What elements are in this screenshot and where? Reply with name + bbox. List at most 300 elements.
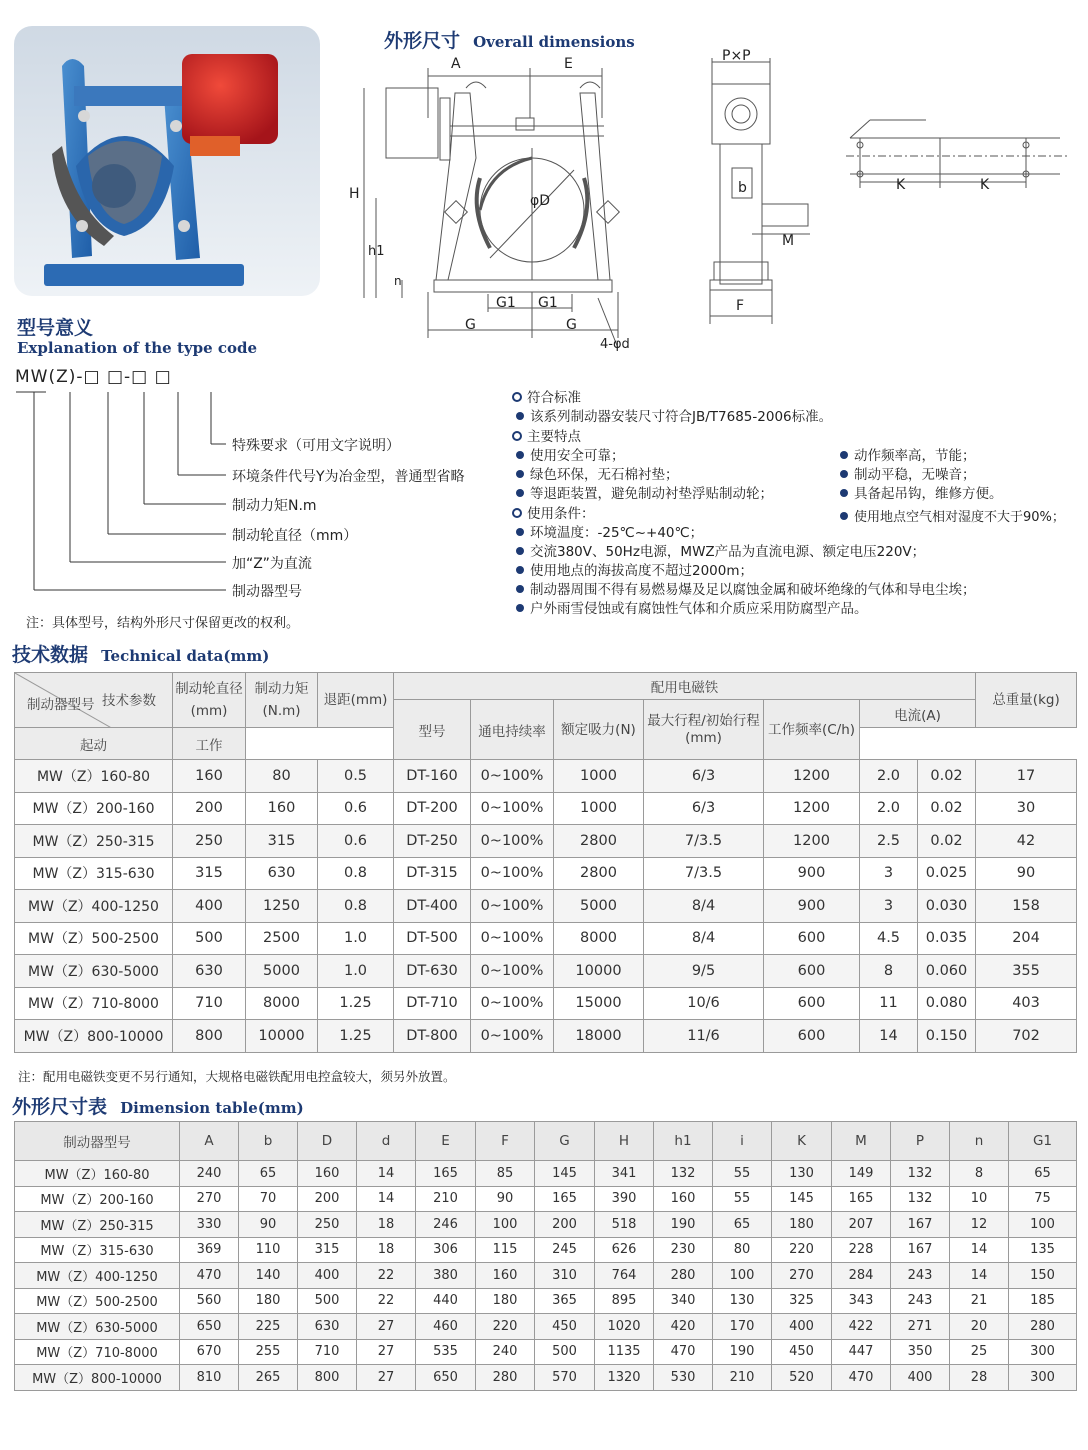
dim-cell: 207: [832, 1212, 891, 1238]
table-row: [15, 1339, 1077, 1365]
dim-cell: 75: [1009, 1186, 1077, 1212]
dim-cell: 343: [832, 1288, 891, 1314]
cell-model: MW（Z）710-8000: [15, 987, 173, 1020]
dim-cell: 535: [416, 1339, 476, 1365]
dim-cell: 65: [713, 1212, 772, 1238]
dim-header-cell: i: [713, 1122, 772, 1161]
table-row: [15, 987, 1077, 1020]
col-duty-cycle: 通电持续率: [471, 700, 554, 760]
condition-4: 制动器周围不得有易燃易爆及足以腐蚀金属和破坏绝缘的气体和导电尘埃；: [516, 581, 976, 600]
dim-title-cn: 外形尺寸表: [12, 1096, 108, 1118]
label-K-left: K: [896, 177, 906, 193]
technical-drawing: [340, 48, 1070, 368]
dim-cell: MW（Z）800-10000: [15, 1365, 180, 1391]
type-item-torque: 制动力矩N.m: [232, 498, 317, 514]
feature-left-2: 绿色环保，无石棉衬垫；: [516, 466, 679, 485]
feature-right-2: 制动平稳，无噪音；: [840, 466, 976, 485]
label-M: M: [782, 233, 795, 249]
dim-cell: 80: [713, 1237, 772, 1263]
label-K-right: K: [980, 177, 990, 193]
dim-cell: 14: [950, 1237, 1009, 1263]
dim-cell: 280: [476, 1365, 535, 1391]
table-row: [15, 760, 1077, 793]
corner-top-label: 技术参数: [102, 693, 156, 709]
dim-cell: 340: [654, 1288, 713, 1314]
dim-cell: 185: [1009, 1288, 1077, 1314]
dim-cell: 165: [535, 1186, 595, 1212]
dim-header-cell: E: [416, 1122, 476, 1161]
dim-cell: 895: [595, 1288, 654, 1314]
bullet-icon: [516, 528, 524, 536]
cell-wheel-diameter: 160: [173, 760, 246, 793]
cell-model: MW（Z）250-315: [15, 825, 173, 858]
cell-model: MW（Z）160-80: [15, 760, 173, 793]
table-row: [15, 1314, 1077, 1340]
bullet-icon: [516, 470, 524, 478]
dim-cell: 315: [298, 1237, 357, 1263]
dim-cell: 220: [772, 1237, 832, 1263]
dim-cell: 12: [950, 1212, 1009, 1238]
bullet-icon: [516, 585, 524, 593]
cell-start-current: 3: [860, 857, 918, 890]
bullet-icon: [840, 489, 848, 497]
cell-brake-torque: 5000: [246, 955, 318, 988]
label-h1: h1: [368, 244, 385, 259]
bullet-icon: [516, 604, 524, 612]
standard-item: 该系列制动器安装尺寸符合JB/T7685-2006标准。: [516, 408, 832, 427]
col-work-current: 工作: [173, 728, 246, 760]
cell-magnet-model: DT-800: [394, 1020, 471, 1053]
dim-cell: 210: [713, 1365, 772, 1391]
dim-cell: 100: [476, 1212, 535, 1238]
cell-model: MW（Z）800-10000: [15, 1020, 173, 1053]
dim-cell: 1320: [595, 1365, 654, 1391]
dim-cell: 341: [595, 1161, 654, 1187]
type-item-special: 特殊要求（可用文字说明）: [232, 438, 400, 454]
cell-rated-force: 15000: [554, 987, 644, 1020]
conditions-title: 使用条件：: [512, 505, 595, 524]
dim-cell: 460: [416, 1314, 476, 1340]
group-current: 电流(A): [860, 700, 976, 728]
dim-cell: 27: [357, 1314, 416, 1340]
cell-weight: 42: [976, 825, 1077, 858]
cell-frequency: 1200: [764, 792, 860, 825]
dim-header-cell: h1: [654, 1122, 713, 1161]
cell-magnet-model: DT-400: [394, 890, 471, 923]
dim-cell: 500: [298, 1288, 357, 1314]
label-n: n: [394, 274, 402, 288]
type-item-wheel: 制动轮直径（mm）: [232, 528, 358, 544]
cell-start-current: 2.0: [860, 760, 918, 793]
dim-cell: 246: [416, 1212, 476, 1238]
dim-cell: 240: [476, 1339, 535, 1365]
dim-cell: 160: [654, 1186, 713, 1212]
cell-duty-cycle: 0~100%: [471, 987, 554, 1020]
dim-cell: 450: [772, 1339, 832, 1365]
dim-cell: 422: [832, 1314, 891, 1340]
cell-rated-force: 1000: [554, 760, 644, 793]
cell-frequency: 900: [764, 857, 860, 890]
cell-brake-torque: 8000: [246, 987, 318, 1020]
dim-cell: 300: [1009, 1365, 1077, 1391]
dim-cell: 132: [891, 1161, 950, 1187]
col-rated-force: 额定吸力(N): [554, 700, 644, 760]
dim-cell: 90: [476, 1186, 535, 1212]
cell-rated-force: 2800: [554, 857, 644, 890]
tech-title-cn: 技术数据: [12, 644, 89, 666]
cell-retreat: 0.6: [318, 792, 394, 825]
type-code-title-cn: 型号意义: [17, 317, 94, 339]
cell-brake-torque: 160: [246, 792, 318, 825]
cell-start-current: 11: [860, 987, 918, 1020]
cell-magnet-model: DT-630: [394, 955, 471, 988]
cell-weight: 90: [976, 857, 1077, 890]
dim-header-cell: d: [357, 1122, 416, 1161]
dim-cell: 390: [595, 1186, 654, 1212]
cell-start-current: 2.0: [860, 792, 918, 825]
col-stroke: 最大行程/初始行程(mm): [644, 700, 764, 760]
table-row: [15, 1161, 1077, 1187]
cell-work-current: 0.035: [918, 922, 976, 955]
dim-cell: 145: [772, 1186, 832, 1212]
overall-title-en: Overall dimensions: [473, 33, 635, 51]
dim-cell: 165: [416, 1161, 476, 1187]
feature-left-3: 等退距装置，避免制动衬垫浮贴制动轮；: [516, 485, 773, 504]
corner-bottom-label: 制动器型号: [27, 697, 95, 713]
cell-magnet-model: DT-160: [394, 760, 471, 793]
bullet-icon: [840, 470, 848, 478]
dim-header-cell: n: [950, 1122, 1009, 1161]
cell-model: MW（Z）200-160: [15, 792, 173, 825]
cell-frequency: 600: [764, 1020, 860, 1053]
dim-cell: 70: [239, 1186, 298, 1212]
cell-duty-cycle: 0~100%: [471, 955, 554, 988]
table-row: [15, 792, 1077, 825]
label-phiD: φD: [530, 193, 551, 209]
cell-stroke: 8/4: [644, 890, 764, 923]
dim-header-cell: 制动器型号: [15, 1122, 180, 1161]
dim-cell: 764: [595, 1263, 654, 1289]
label-G1-left: G1: [496, 295, 516, 311]
dim-cell: 55: [713, 1186, 772, 1212]
dim-cell: 330: [180, 1212, 239, 1238]
dimension-table-header: [12, 1092, 304, 1119]
dim-title-en: Dimension table(mm): [120, 1099, 304, 1117]
dim-cell: 18: [357, 1212, 416, 1238]
cell-magnet-model: DT-500: [394, 922, 471, 955]
dim-cell: MW（Z）400-1250: [15, 1263, 180, 1289]
table-row: [15, 1237, 1077, 1263]
col-frequency: 工作频率(C/h): [764, 700, 860, 760]
dim-header-cell: G1: [1009, 1122, 1077, 1161]
cell-wheel-diameter: 630: [173, 955, 246, 988]
cell-stroke: 11/6: [644, 1020, 764, 1053]
cell-weight: 158: [976, 890, 1077, 923]
dim-cell: 130: [772, 1161, 832, 1187]
cell-magnet-model: DT-250: [394, 825, 471, 858]
dim-cell: MW（Z）630-5000: [15, 1314, 180, 1340]
cell-magnet-model: DT-710: [394, 987, 471, 1020]
dim-cell: 369: [180, 1237, 239, 1263]
table-row: [15, 890, 1077, 923]
cell-stroke: 6/3: [644, 792, 764, 825]
dim-cell: 500: [535, 1339, 595, 1365]
group-magnet: 配用电磁铁: [394, 673, 976, 700]
dim-cell: 245: [535, 1237, 595, 1263]
cell-frequency: 600: [764, 922, 860, 955]
cell-work-current: 0.150: [918, 1020, 976, 1053]
dim-cell: 20: [950, 1314, 1009, 1340]
cell-weight: 355: [976, 955, 1077, 988]
brake-illustration: [14, 26, 320, 296]
bullet-icon: [840, 451, 848, 459]
dim-cell: 149: [832, 1161, 891, 1187]
dim-cell: 160: [476, 1263, 535, 1289]
cell-wheel-diameter: 250: [173, 825, 246, 858]
dim-cell: 470: [180, 1263, 239, 1289]
dim-cell: 145: [535, 1161, 595, 1187]
cell-frequency: 600: [764, 987, 860, 1020]
dim-cell: 167: [891, 1212, 950, 1238]
dim-cell: 440: [416, 1288, 476, 1314]
col-retreat: 退距(mm): [318, 673, 394, 728]
dim-header-cell: P: [891, 1122, 950, 1161]
table-row: [15, 857, 1077, 890]
dim-header-cell: M: [832, 1122, 891, 1161]
dim-cell: 100: [713, 1263, 772, 1289]
cell-frequency: 600: [764, 955, 860, 988]
label-b: b: [738, 180, 747, 196]
dim-cell: 240: [180, 1161, 239, 1187]
table-row: [15, 1186, 1077, 1212]
features-title: 主要特点: [512, 428, 581, 447]
dim-cell: 400: [772, 1314, 832, 1340]
cell-duty-cycle: 0~100%: [471, 922, 554, 955]
dim-cell: 243: [891, 1263, 950, 1289]
ring-icon: [512, 508, 522, 518]
cell-rated-force: 5000: [554, 890, 644, 923]
cell-work-current: 0.02: [918, 760, 976, 793]
type-code-leader-lines: [0, 380, 240, 600]
cell-work-current: 0.02: [918, 825, 976, 858]
cell-start-current: 8: [860, 955, 918, 988]
cell-model: MW（Z）315-630: [15, 857, 173, 890]
dim-cell: 27: [357, 1339, 416, 1365]
label-G-right: G: [566, 317, 577, 333]
dim-cell: 65: [239, 1161, 298, 1187]
dim-cell: 210: [416, 1186, 476, 1212]
dim-cell: 190: [654, 1212, 713, 1238]
condition-1: 环境温度：-25℃~+40℃；: [516, 524, 703, 543]
label-A: A: [451, 56, 461, 72]
label-G-left: G: [465, 317, 476, 333]
cell-start-current: 14: [860, 1020, 918, 1053]
cell-retreat: 1.25: [318, 1020, 394, 1053]
dim-cell: 520: [772, 1365, 832, 1391]
cell-wheel-diameter: 710: [173, 987, 246, 1020]
cell-duty-cycle: 0~100%: [471, 792, 554, 825]
cell-retreat: 1.0: [318, 955, 394, 988]
type-item-model: 制动器型号: [232, 584, 302, 600]
dim-cell: 21: [950, 1288, 1009, 1314]
dim-cell: 810: [180, 1365, 239, 1391]
dim-header-cell: D: [298, 1122, 357, 1161]
bullet-icon: [516, 489, 524, 497]
dim-cell: 180: [476, 1288, 535, 1314]
cell-retreat: 0.8: [318, 890, 394, 923]
cell-rated-force: 1000: [554, 792, 644, 825]
dim-cell: 530: [654, 1365, 713, 1391]
dim-cell: 180: [239, 1288, 298, 1314]
dim-cell: 8: [950, 1161, 1009, 1187]
cell-retreat: 1.0: [318, 922, 394, 955]
dim-cell: MW（Z）710-8000: [15, 1339, 180, 1365]
condition-2: 交流380V、50Hz电源，MWZ产品为直流电源、额定电压220V；: [516, 543, 925, 562]
cell-wheel-diameter: 200: [173, 792, 246, 825]
dim-cell: 710: [298, 1339, 357, 1365]
dim-cell: 200: [298, 1186, 357, 1212]
dim-cell: 560: [180, 1288, 239, 1314]
dim-cell: MW（Z）500-2500: [15, 1288, 180, 1314]
col-start-current: 起动: [15, 728, 173, 760]
cell-weight: 403: [976, 987, 1077, 1020]
standard-title: 符合标准: [512, 389, 581, 408]
cell-brake-torque: 2500: [246, 922, 318, 955]
dim-cell: 27: [357, 1365, 416, 1391]
cell-weight: 17: [976, 760, 1077, 793]
table-row: [15, 922, 1077, 955]
ring-icon: [512, 431, 522, 441]
dim-cell: 90: [239, 1212, 298, 1238]
dim-cell: 160: [298, 1161, 357, 1187]
dim-cell: 800: [298, 1365, 357, 1391]
ring-icon: [512, 392, 522, 402]
dim-cell: 570: [535, 1365, 595, 1391]
col-weight: 总重量(kg): [976, 673, 1077, 728]
cell-start-current: 3: [860, 890, 918, 923]
dim-cell: 140: [239, 1263, 298, 1289]
cell-duty-cycle: 0~100%: [471, 825, 554, 858]
cell-model: MW（Z）400-1250: [15, 890, 173, 923]
cell-retreat: 1.25: [318, 987, 394, 1020]
label-4-phi-d: 4-φd: [600, 337, 630, 352]
dim-cell: 225: [239, 1314, 298, 1340]
dim-cell: 470: [654, 1339, 713, 1365]
label-G1-right: G1: [538, 295, 558, 311]
dim-cell: 22: [357, 1263, 416, 1289]
dim-cell: 130: [713, 1288, 772, 1314]
cell-work-current: 0.025: [918, 857, 976, 890]
cell-work-current: 0.02: [918, 792, 976, 825]
dim-header-cell: b: [239, 1122, 298, 1161]
dim-cell: 350: [891, 1339, 950, 1365]
cell-frequency: 1200: [764, 825, 860, 858]
dim-cell: 132: [891, 1186, 950, 1212]
dim-cell: 18: [357, 1237, 416, 1263]
cell-work-current: 0.060: [918, 955, 976, 988]
cell-magnet-model: DT-315: [394, 857, 471, 890]
label-H: H: [349, 186, 360, 202]
dim-cell: MW（Z）315-630: [15, 1237, 180, 1263]
bullet-icon: [840, 512, 848, 520]
cell-duty-cycle: 0~100%: [471, 760, 554, 793]
bullet-icon: [516, 547, 524, 555]
label-E: E: [564, 56, 573, 72]
cell-brake-torque: 1250: [246, 890, 318, 923]
cell-duty-cycle: 0~100%: [471, 890, 554, 923]
dim-cell: 447: [832, 1339, 891, 1365]
table-row: [15, 1263, 1077, 1289]
col-wheel-diameter: 制动轮直径(mm): [173, 673, 246, 728]
dim-cell: MW（Z）250-315: [15, 1212, 180, 1238]
dim-cell: MW（Z）200-160: [15, 1186, 180, 1212]
tech-title-en: Technical data(mm): [101, 647, 270, 665]
cell-weight: 702: [976, 1020, 1077, 1053]
dim-cell: 230: [654, 1237, 713, 1263]
cell-duty-cycle: 0~100%: [471, 857, 554, 890]
dim-cell: 310: [535, 1263, 595, 1289]
cell-magnet-model: DT-200: [394, 792, 471, 825]
dim-cell: 271: [891, 1314, 950, 1340]
cell-wheel-diameter: 315: [173, 857, 246, 890]
dim-cell: 300: [1009, 1339, 1077, 1365]
feature-left-1: 使用安全可靠；: [516, 447, 625, 466]
product-photo: [14, 26, 320, 296]
cell-rated-force: 8000: [554, 922, 644, 955]
technical-data-header: [12, 640, 269, 667]
cell-brake-torque: 10000: [246, 1020, 318, 1053]
cell-frequency: 900: [764, 890, 860, 923]
cell-stroke: 10/6: [644, 987, 764, 1020]
dim-cell: 626: [595, 1237, 654, 1263]
dim-cell: 284: [832, 1263, 891, 1289]
dim-cell: 400: [298, 1263, 357, 1289]
dim-cell: 250: [298, 1212, 357, 1238]
dim-cell: 630: [298, 1314, 357, 1340]
dim-cell: 14: [357, 1161, 416, 1187]
dim-cell: 115: [476, 1237, 535, 1263]
dim-cell: 650: [416, 1365, 476, 1391]
condition-5: 户外雨雪侵蚀或有腐蚀性气体和介质应采用防腐型产品。: [516, 600, 868, 619]
cell-rated-force: 2800: [554, 825, 644, 858]
cell-model: MW（Z）500-2500: [15, 922, 173, 955]
dim-cell: 518: [595, 1212, 654, 1238]
cell-stroke: 8/4: [644, 922, 764, 955]
cell-start-current: 4.5: [860, 922, 918, 955]
dimension-table: [14, 1121, 1077, 1391]
cell-rated-force: 10000: [554, 955, 644, 988]
cell-stroke: 6/3: [644, 760, 764, 793]
dim-cell: 255: [239, 1339, 298, 1365]
dim-cell: 280: [1009, 1314, 1077, 1340]
cell-retreat: 0.8: [318, 857, 394, 890]
dim-cell: 165: [832, 1186, 891, 1212]
feature-right-4: 使用地点空气相对湿度不大于90%；: [840, 508, 1065, 527]
type-code-title-en: Explanation of the type code: [17, 339, 258, 357]
dim-cell: 170: [713, 1314, 772, 1340]
dim-cell: 280: [654, 1263, 713, 1289]
dim-cell: 190: [713, 1339, 772, 1365]
dim-cell: 228: [832, 1237, 891, 1263]
cell-start-current: 2.5: [860, 825, 918, 858]
dim-header-cell: G: [535, 1122, 595, 1161]
dim-cell: 243: [891, 1288, 950, 1314]
dim-cell: 1135: [595, 1339, 654, 1365]
dim-cell: 150: [1009, 1263, 1077, 1289]
dim-cell: 22: [357, 1288, 416, 1314]
cell-duty-cycle: 0~100%: [471, 1020, 554, 1053]
dim-cell: 400: [891, 1365, 950, 1391]
